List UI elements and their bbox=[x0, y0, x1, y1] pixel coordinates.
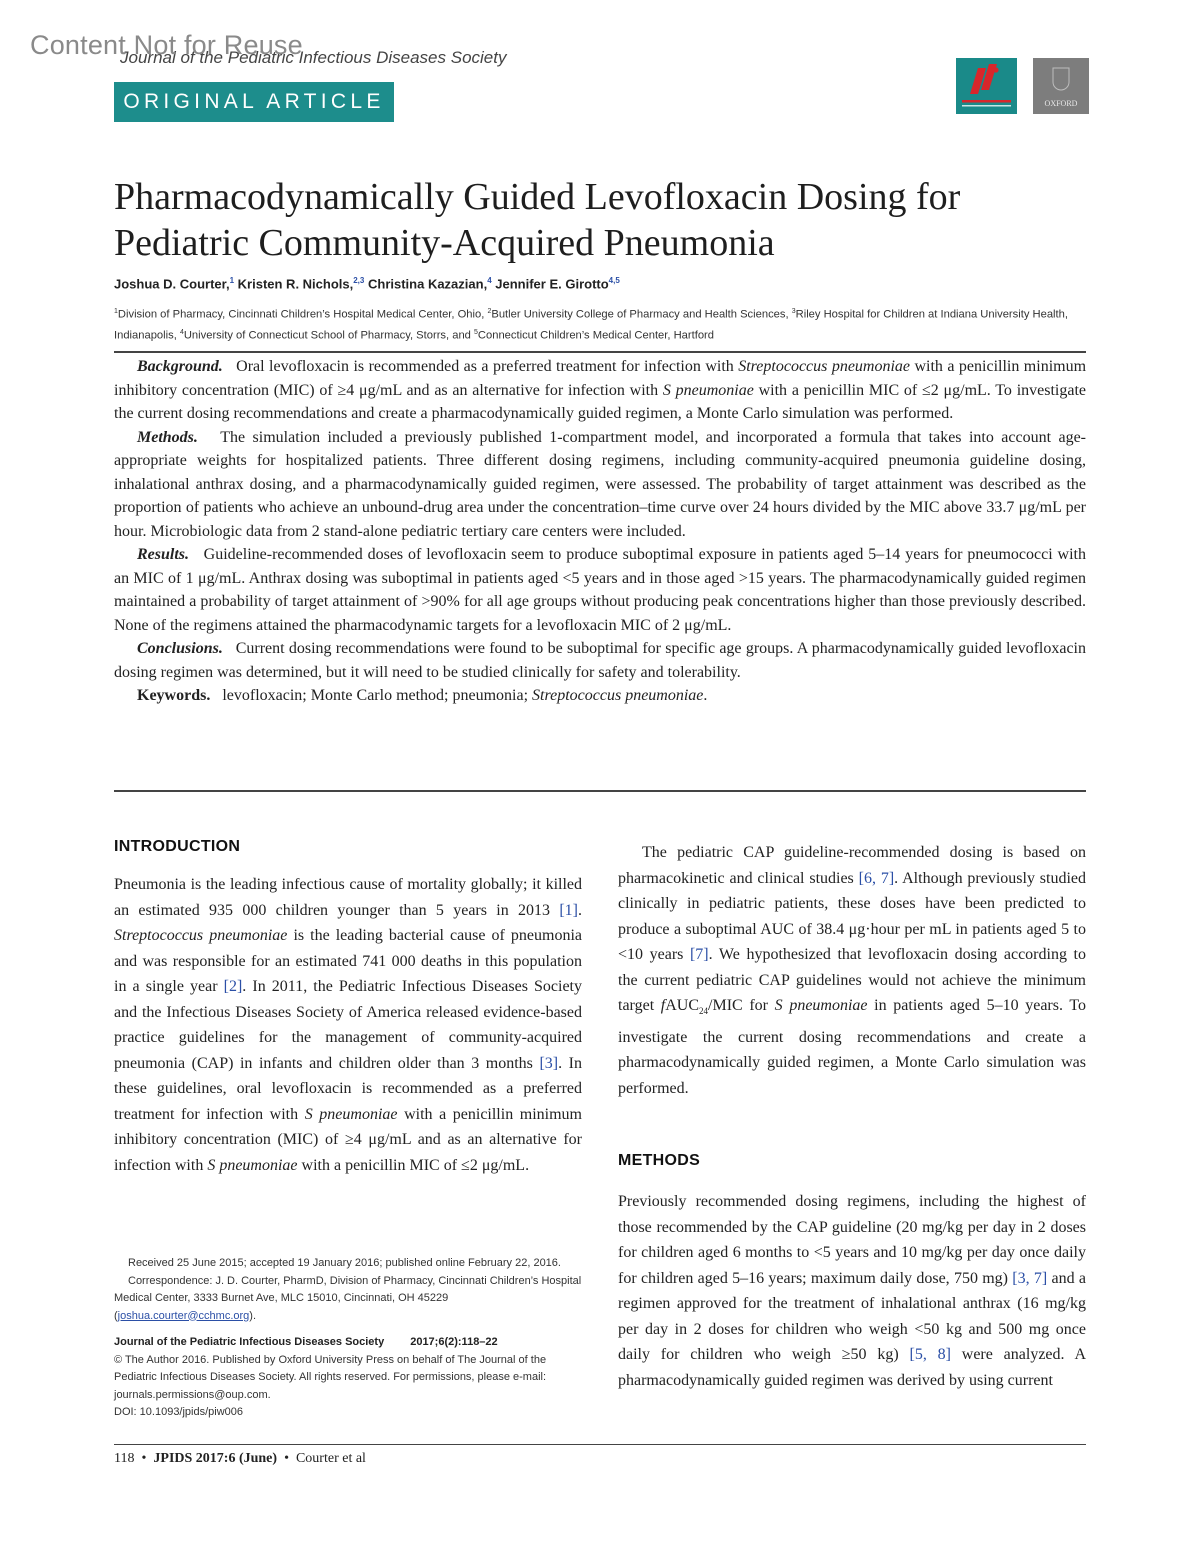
right-column-intro bbox=[618, 840, 1086, 1101]
abstract-text: Current dosing recommendations were found to be suboptimal for specific age groups. A pharmacodynamically guided levofloxacin dosing regimen was determined, but it will need to be studied clinically for safety and tolerability. bbox=[114, 640, 1087, 681]
abstract-label: Results. bbox=[137, 546, 190, 563]
doi: DOI: 10.1093/jpids/piw006 bbox=[114, 1406, 244, 1418]
body-text: . bbox=[578, 901, 582, 919]
body-text: in patients aged 5–10 years. To investigate the current dosing recommendations and create a pharmacodynamically guided regimen, a Monte Carlo simulation was performed. bbox=[618, 997, 1086, 1097]
species-name: S pneumoniae bbox=[304, 1105, 398, 1123]
citation-link[interactable]: [5, 8] bbox=[909, 1346, 951, 1363]
abstract-keywords bbox=[114, 684, 1086, 708]
citation-volume: 2017;6(2):118–22 bbox=[410, 1336, 498, 1348]
abstract-conclusions bbox=[114, 637, 1086, 684]
journal-citation bbox=[114, 1334, 582, 1352]
species-name: Streptococcus pneumoniae bbox=[114, 927, 288, 944]
copyright: © The Author 2016. Published by Oxford University Press on behalf of The Journal of the Pediatric Infectious Diseases Society. All rights reserved. For permissions, please e-mail: journals.permissions@oup.com. bbox=[114, 1353, 547, 1401]
abstract-bottom-rule bbox=[114, 790, 1086, 792]
author-affiliation-mark: 4,5 bbox=[608, 276, 620, 285]
affiliation: Riley Hospital for Children at Indiana University Health, Indianapolis, bbox=[114, 308, 1068, 342]
species-name: Streptococcus pneumoniae bbox=[738, 358, 911, 375]
keywords-end: . bbox=[703, 687, 708, 704]
author-name: Joshua D. Courter, bbox=[114, 276, 230, 292]
body-text: and a regimen approved for the treatment of inhalational anthrax (16 mg/kg per day in 2 doses for children who weigh <50 kg and 500 mg once daily for children who weigh ≥50 kg) bbox=[618, 1269, 1087, 1363]
body-text: Previously recommended dosing regimens, including the highest of those recommended by the CAP guideline (20 mg/kg per day in 2 doses for children aged 6 months to <5 years and 10 mg/kg per day once daily for children aged 5–16 years; maximum daily dose, 750 mg) bbox=[618, 1193, 1086, 1287]
footer-separator: • bbox=[284, 1451, 289, 1466]
article-type-badge: ORIGINAL ARTICLE bbox=[114, 82, 394, 122]
journal-citation-name: Journal of the Pediatric Infectious Diseases Society bbox=[114, 1336, 385, 1348]
abstract-methods bbox=[114, 426, 1086, 544]
abstract-text: Oral levofloxacin is recommended as a preferred treatment for infection with bbox=[236, 358, 739, 375]
species-name: S pneumoniae bbox=[662, 381, 754, 399]
species-name: Streptococcus pneumoniae bbox=[532, 687, 704, 704]
species-name: S pneumoniae bbox=[774, 997, 868, 1014]
page-number: 118 bbox=[114, 1451, 135, 1466]
correspondence bbox=[114, 1273, 582, 1326]
body-text: were analyzed. A pharmacodynamically guided regimen was derived by using current bbox=[618, 1346, 1087, 1389]
affiliation-mark: 5 bbox=[474, 329, 478, 337]
abstract-top-rule bbox=[114, 351, 1086, 353]
citation-link[interactable]: [7] bbox=[689, 946, 709, 963]
abstract bbox=[114, 355, 1086, 708]
abstract-text: with a penicillin minimum inhibitory concentration (MIC) of ≥4 μg/mL and as an alternative for infection with bbox=[114, 358, 1087, 399]
correspondence-end: ). bbox=[249, 1309, 257, 1322]
introduction-heading: INTRODUCTION bbox=[114, 838, 241, 855]
affiliation-mark: 1 bbox=[114, 308, 118, 315]
citation-link[interactable]: [1] bbox=[559, 901, 578, 919]
abstract-text: The simulation included a previously published 1-compartment model, and incorporated a formula that takes into account age-appropriate weights for hospitalized patients. Three different dosing regimens, including community-acquired pneumonia guideline dosing, inhalational anthrax dosing, and a pharmacodynamically guided regimen, were assessed. The probability of target attainment was described as the proportion of patients who achieve an unbound-drug area under the concentration–time curve over 24 hours divided by the MIC above 33.7 μg/mL per hour. Microbiologic data from 2 stand-alone pediatric tertiary care centers were included. bbox=[114, 428, 1087, 540]
methods-body bbox=[618, 1189, 1086, 1393]
affiliations bbox=[114, 303, 1089, 345]
citation-link[interactable]: [6, 7] bbox=[858, 869, 895, 887]
abstract-label: Background. bbox=[137, 358, 223, 375]
affiliation: Division of Pharmacy, Cincinnati Children’s Hospital Medical Center, Ohio, bbox=[117, 308, 488, 321]
abstract-label: Conclusions. bbox=[137, 640, 223, 657]
footer-rule bbox=[114, 1444, 1086, 1445]
affiliation: Butler University College of Pharmacy and Health Sciences, bbox=[491, 308, 792, 321]
body-text: /MIC for bbox=[708, 997, 775, 1014]
body-text: is the leading bacterial cause of pneumonia and was responsible for an estimated 741 000 deaths in this population in a single year bbox=[114, 927, 583, 995]
abstract-background bbox=[114, 355, 1086, 426]
body-text: . In these guidelines, oral levofloxacin is recommended as a preferred treatment for infection with bbox=[114, 1054, 583, 1123]
footnotes bbox=[114, 1255, 582, 1422]
abstract-results bbox=[114, 543, 1086, 637]
citation-link[interactable]: [2] bbox=[223, 978, 243, 995]
body-text: . We hypothesized that levofloxacin dosing according to the current pediatric CAP guidelines would not achieve the minimum target bbox=[618, 946, 1086, 1014]
body-text: . Although previously studied clinically in pediatric patients, these doses have been predicted to produce a suboptimal AUC of 38.4 μg·hour per mL in patients aged 5 to <10 years bbox=[618, 869, 1087, 963]
watermark: Content Not for Reuse bbox=[30, 30, 303, 60]
introduction-paragraph bbox=[618, 840, 1086, 1101]
species-name: S pneumoniae bbox=[207, 1156, 298, 1174]
author-affiliation-mark: 1 bbox=[229, 276, 235, 285]
math-symbol: f bbox=[660, 997, 666, 1014]
math-symbol: AUC bbox=[665, 997, 700, 1014]
affiliation-mark: 3 bbox=[791, 308, 796, 315]
footer-authors: Courter et al bbox=[295, 1451, 366, 1466]
article-title: Pharmacodynamically Guided Levofloxacin Dosing for Pediatric Community-Acquired Pneumonia bbox=[114, 176, 961, 264]
correspondence-text: Correspondence: J. D. Courter, PharmD, Division of Pharmacy, Cincinnati Children’s Hospital Medical Center, 3333 Burnet Ave, MLC 15010, Cincinnati, OH 45229 ( bbox=[114, 1274, 582, 1322]
body-text: The pediatric CAP guideline-recommended dosing is based on pharmacokinetic and clinical studies bbox=[618, 844, 1086, 887]
received-dates: Received 25 June 2015; accepted 19 January 2016; published online February 22, 2016. bbox=[128, 1257, 561, 1269]
citation-link[interactable]: [3, 7] bbox=[1012, 1269, 1048, 1287]
affiliation: University of Connecticut School of Pharmacy, Storrs, and bbox=[183, 329, 475, 342]
author-affiliation-mark: 2,3 bbox=[353, 276, 365, 285]
abstract-text: Guideline-recommended doses of levofloxacin seem to produce suboptimal exposure in patients aged 5–14 years for pneumococci with an MIC of 1 μg/mL. Anthrax dosing was suboptimal in patients aged <5 years and in those aged >15 years. The pharmacodynamically guided regimen maintained a probability of target attainment of >90% for all age groups without producing peak concentrations higher than those previously described. None of the regimens attained the pharmacodynamic targets for a levofloxacin MIC of 2 μg/mL. bbox=[114, 546, 1087, 634]
abstract-text: with a penicillin MIC of ≤2 μg/mL. To investigate the current dosing recommendations and create a pharmacodynamically guided regimen, a Monte Carlo simulation was performed. bbox=[114, 381, 1087, 422]
author-name: Jennifer E. Girotto bbox=[495, 276, 609, 292]
body-text: with a penicillin minimum inhibitory concentration (MIC) of ≥4 μg/mL and as an alternative for infection with bbox=[114, 1105, 582, 1174]
footer-separator: • bbox=[141, 1451, 147, 1466]
journal-name: Journal of the Pediatric Infectious Diseases Society bbox=[120, 48, 507, 67]
abstract-label: Methods. bbox=[137, 428, 198, 446]
oxford-logo bbox=[1033, 58, 1089, 114]
methods-paragraph bbox=[618, 1189, 1086, 1393]
keywords-text: levofloxacin; Monte Carlo method; pneumonia; bbox=[222, 687, 533, 704]
body-text: Pneumonia is the leading infectious cause of mortality globally; it killed an estimated 935 000 children younger than 5 years in 2013 bbox=[114, 876, 582, 919]
page-footer bbox=[114, 1451, 366, 1467]
author-name: Kristen R. Nichols, bbox=[237, 276, 354, 292]
email-link[interactable]: joshua.courter@cchmc.org bbox=[117, 1309, 250, 1322]
affiliation-mark: 2 bbox=[487, 308, 492, 315]
introduction-paragraph bbox=[114, 872, 582, 1178]
body-text: . In 2011, the Pediatric Infectious Diseases Society and the Infectious Diseases Society of America released evidence-based practice guidelines for the management of community-acquired pneumonia (CAP) in infants and children older than 3 months bbox=[114, 978, 582, 1072]
author-affiliation-mark: 4 bbox=[487, 276, 492, 285]
footer-journal: JPIDS 2017:6 (June) bbox=[153, 1451, 278, 1466]
methods-heading: METHODS bbox=[618, 1152, 701, 1169]
author-name: Christina Kazazian, bbox=[367, 276, 488, 292]
affiliation: Connecticut Children’s Medical Center, Hartford bbox=[477, 329, 715, 342]
pids-logo bbox=[956, 58, 1017, 114]
author-list bbox=[114, 276, 620, 291]
keywords-label: Keywords. bbox=[137, 687, 211, 704]
math-subscript: 24 bbox=[699, 1006, 709, 1017]
body-text: with a penicillin MIC of ≤2 μg/mL. bbox=[297, 1156, 530, 1174]
affiliation-mark: 4 bbox=[179, 329, 184, 337]
introduction-body bbox=[114, 872, 582, 1178]
citation-link[interactable]: [3] bbox=[539, 1054, 559, 1072]
oxford-wordmark: OXFORD bbox=[1044, 99, 1078, 108]
